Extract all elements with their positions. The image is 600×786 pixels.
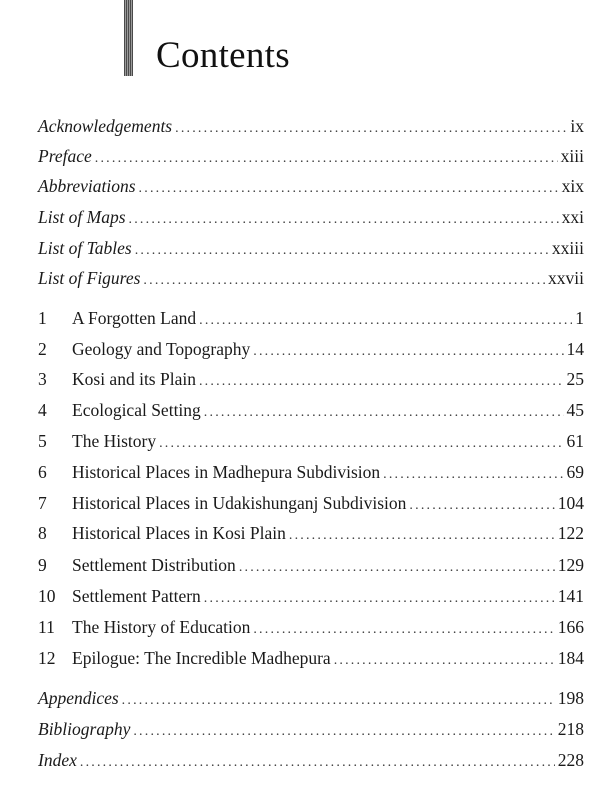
chapter-title: The History: [72, 431, 157, 451]
dot-leader: [204, 400, 564, 426]
dot-leader: [95, 146, 558, 172]
toc-entry[interactable]: [38, 204, 584, 230]
title-accent-bar: [124, 0, 133, 76]
toc-entry-title: Index: [38, 750, 77, 770]
chapter-number: 12: [38, 648, 56, 668]
dot-leader: [122, 688, 555, 714]
dot-leader: [199, 308, 572, 334]
dot-leader: [289, 523, 555, 549]
chapter-page: 45: [566, 400, 584, 420]
chapter-page: 69: [566, 462, 584, 482]
dot-leader: [80, 750, 555, 776]
chapter-page: 14: [566, 339, 584, 359]
toc-entry-page: 228: [557, 750, 584, 770]
chapter-entry[interactable]: [38, 459, 584, 485]
chapter-title: Geology and Topography: [72, 339, 251, 359]
chapter-title: Ecological Setting: [72, 400, 201, 420]
toc-entry-page: 198: [557, 688, 584, 708]
dot-leader: [143, 268, 545, 294]
toc-entry[interactable]: [38, 685, 584, 711]
chapter-number: 2: [38, 339, 47, 359]
chapter-number: 6: [38, 462, 47, 482]
chapter-number: 11: [38, 617, 55, 637]
toc-entry-title: List of Figures: [38, 268, 141, 288]
chapter-number: 9: [38, 555, 47, 575]
dot-leader: [409, 493, 554, 519]
dot-leader: [175, 116, 567, 142]
toc-entry-page: xix: [561, 176, 584, 196]
toc-entry[interactable]: [38, 265, 584, 291]
chapter-entry[interactable]: [38, 490, 584, 516]
chapter-title: Historical Places in Madhepura Subdivision: [72, 462, 381, 482]
toc-entry-title: Abbreviations: [38, 176, 136, 196]
toc-entry-title: Acknowledgements: [38, 116, 173, 136]
dot-leader: [204, 586, 555, 612]
dot-leader: [334, 648, 555, 674]
chapter-number: 7: [38, 493, 47, 513]
chapter-number: 8: [38, 523, 47, 543]
toc-entry-page: xxvii: [548, 268, 584, 288]
chapter-page: 122: [557, 523, 584, 543]
chapter-title: Settlement Distribution: [72, 555, 236, 575]
chapter-page: 61: [566, 431, 584, 451]
dot-leader: [199, 369, 564, 395]
dot-leader: [253, 339, 563, 365]
toc-entry-title: List of Maps: [38, 207, 126, 227]
chapter-number: 5: [38, 431, 47, 451]
chapter-title: Historical Places in Kosi Plain: [72, 523, 286, 543]
chapter-title: Historical Places in Udakishunganj Subdivision: [72, 493, 407, 513]
toc-entry-page: ix: [570, 116, 584, 136]
toc-entry[interactable]: [38, 143, 584, 169]
page-title: Contents: [156, 35, 290, 76]
toc-entry-title: List of Tables: [38, 238, 132, 258]
chapter-page: 166: [557, 617, 584, 637]
chapter-title: Epilogue: The Incredible Madhepura: [72, 648, 331, 668]
toc-entry[interactable]: [38, 113, 584, 139]
dot-leader: [239, 555, 555, 581]
chapter-page: 104: [557, 493, 584, 513]
chapter-entry[interactable]: [38, 428, 584, 454]
chapter-entry[interactable]: [38, 520, 584, 546]
chapter-number: 3: [38, 369, 47, 389]
chapter-entry[interactable]: [38, 336, 584, 362]
chapter-title: Settlement Pattern: [72, 586, 201, 606]
toc-entry-page: 218: [557, 719, 584, 739]
chapter-page: 184: [557, 648, 584, 668]
dot-leader: [135, 238, 549, 264]
chapter-entry[interactable]: [38, 397, 584, 423]
chapter-entry[interactable]: [38, 552, 584, 578]
chapter-title: A Forgotten Land: [72, 308, 197, 328]
toc-entry[interactable]: [38, 716, 584, 742]
toc-entry-page: xxi: [561, 207, 584, 227]
chapter-entry[interactable]: [38, 366, 584, 392]
chapter-title: Kosi and its Plain: [72, 369, 196, 389]
toc-entry[interactable]: [38, 235, 584, 261]
chapter-entry[interactable]: [38, 583, 584, 609]
toc-entry-title: Preface: [38, 146, 92, 166]
chapter-title: The History of Education: [72, 617, 251, 637]
chapter-number: 1: [38, 308, 47, 328]
toc-entry[interactable]: [38, 747, 584, 773]
dot-leader: [159, 431, 563, 457]
toc-entry-title: Appendices: [38, 688, 119, 708]
chapter-page: 1: [575, 308, 584, 328]
toc-entry-title: Bibliography: [38, 719, 131, 739]
dot-leader: [383, 462, 563, 488]
chapter-entry[interactable]: [38, 305, 584, 331]
dot-leader: [139, 176, 559, 202]
chapter-page: 25: [566, 369, 584, 389]
chapter-page: 129: [557, 555, 584, 575]
chapter-page: 141: [557, 586, 584, 606]
chapter-entry[interactable]: [38, 614, 584, 640]
dot-leader: [253, 617, 554, 643]
dot-leader: [129, 207, 559, 233]
toc-entry-page: xxiii: [551, 238, 584, 258]
chapter-number: 10: [38, 586, 56, 606]
toc-entry-page: xiii: [560, 146, 584, 166]
chapter-number: 4: [38, 400, 47, 420]
dot-leader: [133, 719, 554, 745]
chapter-entry[interactable]: [38, 645, 584, 671]
toc-entry[interactable]: [38, 173, 584, 199]
